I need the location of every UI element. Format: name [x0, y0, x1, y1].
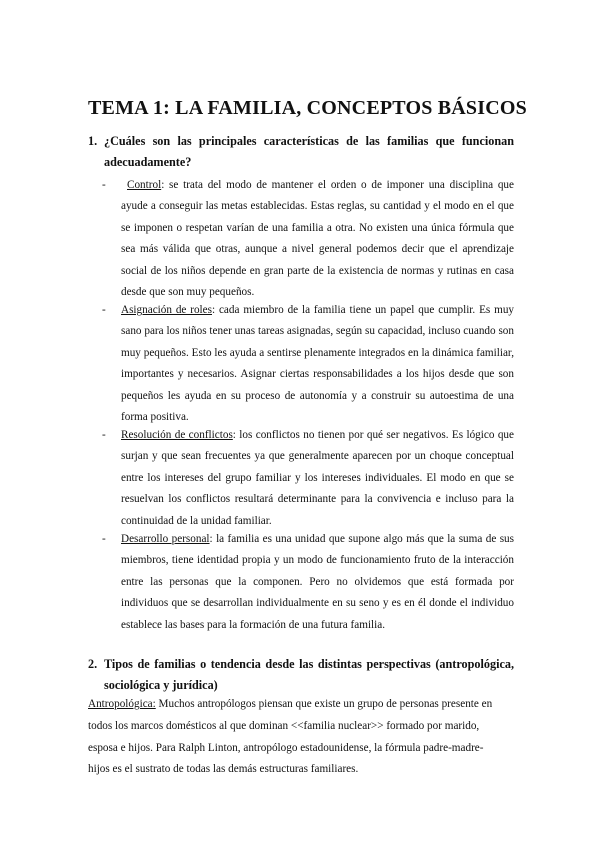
list-item-development	[104, 529, 514, 636]
page-title: TEMA 1: LA FAMILIA, CONCEPTOS BÁSICOS	[88, 97, 527, 119]
term-conflicts: Resolución de conflictos	[121, 429, 233, 441]
question-2-text: Tipos de familias o tendencia desde las distintas perspectivas (antropológica, sociológica y jurídica)	[104, 657, 514, 692]
anthropological-paragraph	[88, 694, 500, 781]
question-2	[88, 654, 514, 696]
item-text-conflicts: : los conflictos no tienen por qué ser negativos. Es lógico que surjan y que sean frecuentes ya que generalmente aparecen por un choque conceptual entre los intereses del grupo familiar y los intereses individuales. El modo en que se resuelvan los conflictos resultará determinante para la convivencia e incluso para la continuidad de la unidad familiar.	[121, 429, 514, 527]
question-1-number: 1.	[88, 134, 98, 148]
list-dash: -	[102, 179, 106, 191]
list-item-roles	[104, 300, 514, 428]
list-item-conflicts	[104, 425, 514, 532]
list-dash: -	[102, 533, 106, 545]
term-anthropological: Antropológica:	[88, 698, 156, 710]
list-dash: -	[102, 304, 106, 316]
list-dash: -	[102, 429, 106, 441]
anthropological-text: Muchos antropólogos piensan que existe un grupo de personas presente en todos los marcos domésticos al que dominan <<familia nuclear>> formado por marido, esposa e hijos. Para Ralph Linton, antropólogo estadounidense, la fórmula padre-madre-hijos es el sustrato de todas las demás estructuras familiares.	[88, 698, 493, 776]
question-1	[88, 131, 514, 173]
question-2-number: 2.	[88, 657, 98, 671]
item-text-roles: : cada miembro de la familia tiene un papel que cumplir. Es muy sano para los niños tener unas tareas asignadas, según su capacidad, incluso cuando son muy pequeños. Esto les ayuda a sentirse plenamente integrados en la dinámica familiar, importantes y necesarios. Asignar ciertas responsabilidades a los hijos desde que son pequeños les ayuda en su proceso de autonomía y a construir su autoestima de una forma positiva.	[121, 304, 515, 424]
question-1-text: ¿Cuáles son las principales características de las familias que funcionan adecuadamente?	[104, 134, 514, 169]
list-item-control	[104, 175, 514, 303]
item-text-control: : se trata del modo de mantener el orden o de imponer una disciplina que ayude a conseguir las metas establecidas. Estas reglas, su cantidad y el modo en el que se imponen o respetan varían de una familia a otra. No existen una única fórmula que sea más válida que otras, aunque a nivel general podemos decir que el aprendizaje social de los niños depende en gran parte de la existencia de normas y rutinas en casa desde que son muy pequeños.	[121, 179, 514, 299]
item-text-development: : la familia es una unidad que supone algo más que la suma de sus miembros, tiene identidad propia y un modo de funcionamiento fruto de la interacción entre las personas que la componen. Pero no olvidemos que está formada por individuos que se desarrollan individualmente en su seno y es en él donde el individuo establece las bases para la formación de una futura familia.	[121, 533, 514, 631]
term-development: Desarrollo personal	[121, 533, 210, 545]
term-control: Control	[127, 179, 162, 191]
term-roles: Asignación de roles	[121, 304, 212, 316]
